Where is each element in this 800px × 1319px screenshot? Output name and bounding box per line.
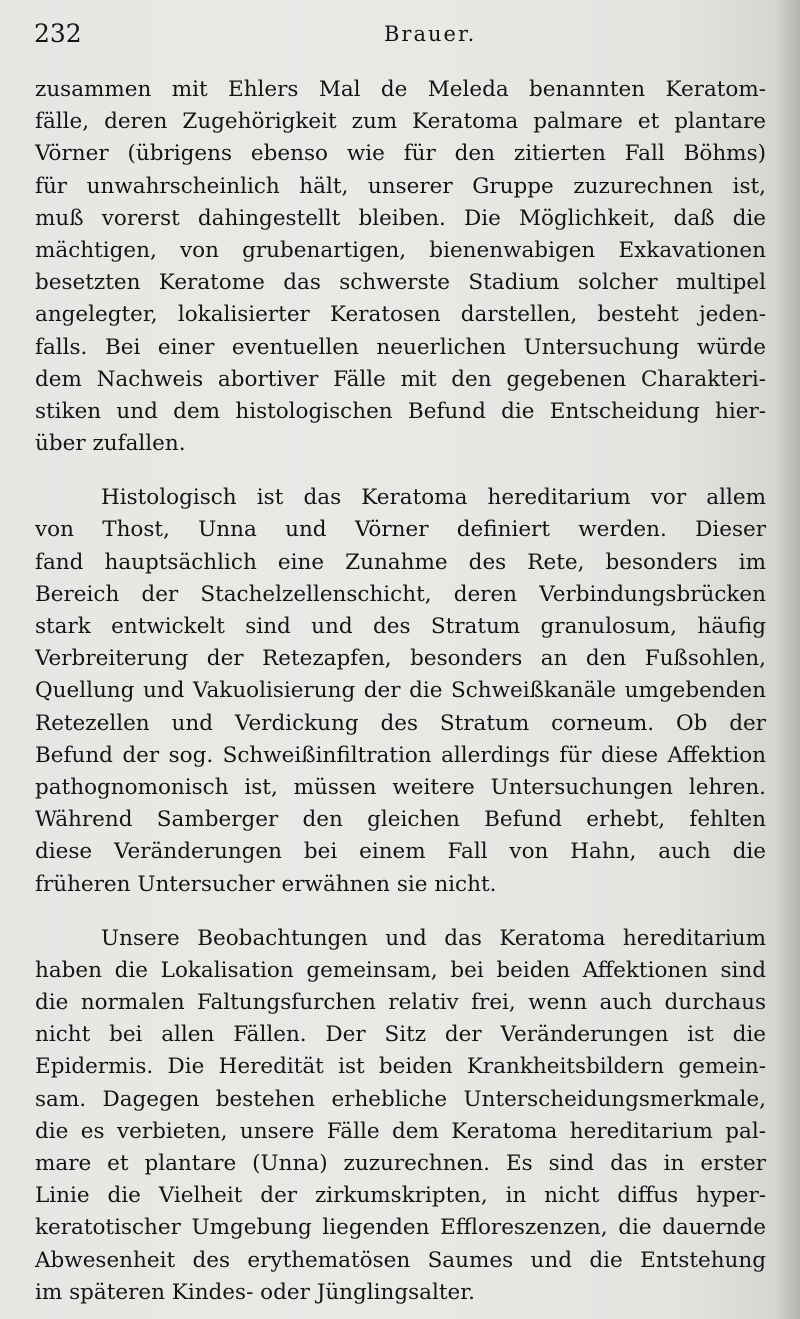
text-line: die es verbieten, unsere Fälle dem Keratoma hereditarium pal-: [35, 1118, 766, 1144]
running-head: Brauer.: [384, 22, 477, 46]
text-line: früheren Untersucher erwähnen sie nicht.: [35, 871, 497, 897]
text-line: für unwahrscheinlich hält, unserer Gruppe zuzurechnen ist,: [35, 173, 766, 199]
text-line: muß vorerst dahingestellt bleiben. Die Möglichkeit, daß die: [35, 205, 766, 231]
text-line: besetzten Keratome das schwerste Stadium solcher multipel: [35, 270, 766, 296]
paragraph: [35, 923, 766, 1309]
text-line: Histologisch ist das Keratoma hereditarium vor allem: [101, 485, 766, 511]
text-line: fand hauptsächlich eine Zunahme des Rete, besonders im: [35, 549, 766, 575]
text-line: im späteren Kindes- oder Jünglingsalter.: [35, 1279, 475, 1305]
text-line: haben die Lokalisation gemeinsam, bei beiden Affektionen sind: [35, 957, 766, 983]
text-line: zusammen mit Ehlers Mal de Meleda benannten Keratom-: [35, 77, 766, 102]
text-line: Vörner (übrigens ebenso wie für den zitierten Fall Böhms): [35, 141, 766, 167]
text-line: von Thost, Unna und Vörner definiert werden. Dieser: [35, 517, 766, 543]
text-line: nicht bei allen Fällen. Der Sitz der Veränderungen ist die: [35, 1022, 766, 1048]
text-line: mare et plantare (Unna) zuzurechnen. Es sind das in erster: [35, 1151, 766, 1176]
text-line: Befund der sog. Schweißinfiltration allerdings für diese Affektion: [35, 742, 766, 768]
text-line: stark entwickelt sind und des Stratum granulosum, häufig: [35, 614, 766, 639]
page-header: [34, 16, 769, 52]
text-line: Retezellen und Verdickung des Stratum corneum. Ob der: [35, 710, 766, 736]
text-line: Während Samberger den gleichen Befund erhebt, fehlten: [35, 807, 766, 833]
text-line: Linie die Vielheit der zirkumskripten, in nicht diffus hyper-: [35, 1183, 766, 1209]
text-line: Quellung und Vakuolisierung der die Schweißkanäle umgebenden: [35, 678, 766, 704]
text-line: über zufallen.: [35, 431, 186, 457]
text-line: stiken und dem histologischen Befund die Entscheidung hier-: [35, 398, 766, 424]
text-line: Abwesenheit des erythematösen Saumes und die Entstehung: [35, 1247, 766, 1273]
text-line: dem Nachweis abortiver Fälle mit den gegebenen Charakteri-: [35, 366, 766, 392]
paragraph: [35, 482, 766, 900]
text-line: pathognomonisch ist, müssen weitere Untersuchungen lehren.: [35, 774, 766, 800]
text-line: sam. Dagegen bestehen erhebliche Unterscheidungsmerkmale,: [35, 1086, 766, 1112]
paragraph: [35, 74, 766, 460]
text-line: angelegter, lokalisierter Keratosen darstellen, besteht jeden-: [35, 302, 766, 328]
page-number: 232: [34, 19, 82, 48]
text-line: falls. Bei einer eventuellen neuerlichen Untersuchung würde: [35, 334, 766, 360]
text-line: Verbreiterung der Retezapfen, besonders an den Fußsohlen,: [35, 646, 766, 672]
text-line: keratotischer Umgebung liegenden Effloreszenzen, die dauernde: [35, 1215, 766, 1241]
text-line: fälle, deren Zugehörigkeit zum Keratoma palmare et plantare: [35, 109, 766, 135]
text-line: die normalen Faltungsfurchen relativ frei, wenn auch durchaus: [35, 990, 766, 1016]
text-line: diese Veränderungen bei einem Fall von Hahn, auch die: [35, 839, 766, 865]
text-line: mächtigen, von grubenartigen, bienenwabigen Exkavationen: [35, 237, 766, 263]
body-text: [35, 74, 766, 1309]
text-line: Epidermis. Die Heredität ist beiden Krankheitsbildern gemein-: [35, 1054, 766, 1080]
text-line: Unsere Beobachtungen und das Keratoma hereditarium: [101, 925, 766, 951]
page-edge-shadow: [774, 0, 800, 1319]
text-line: Bereich der Stachelzellenschicht, deren Verbindungsbrücken: [35, 581, 766, 607]
